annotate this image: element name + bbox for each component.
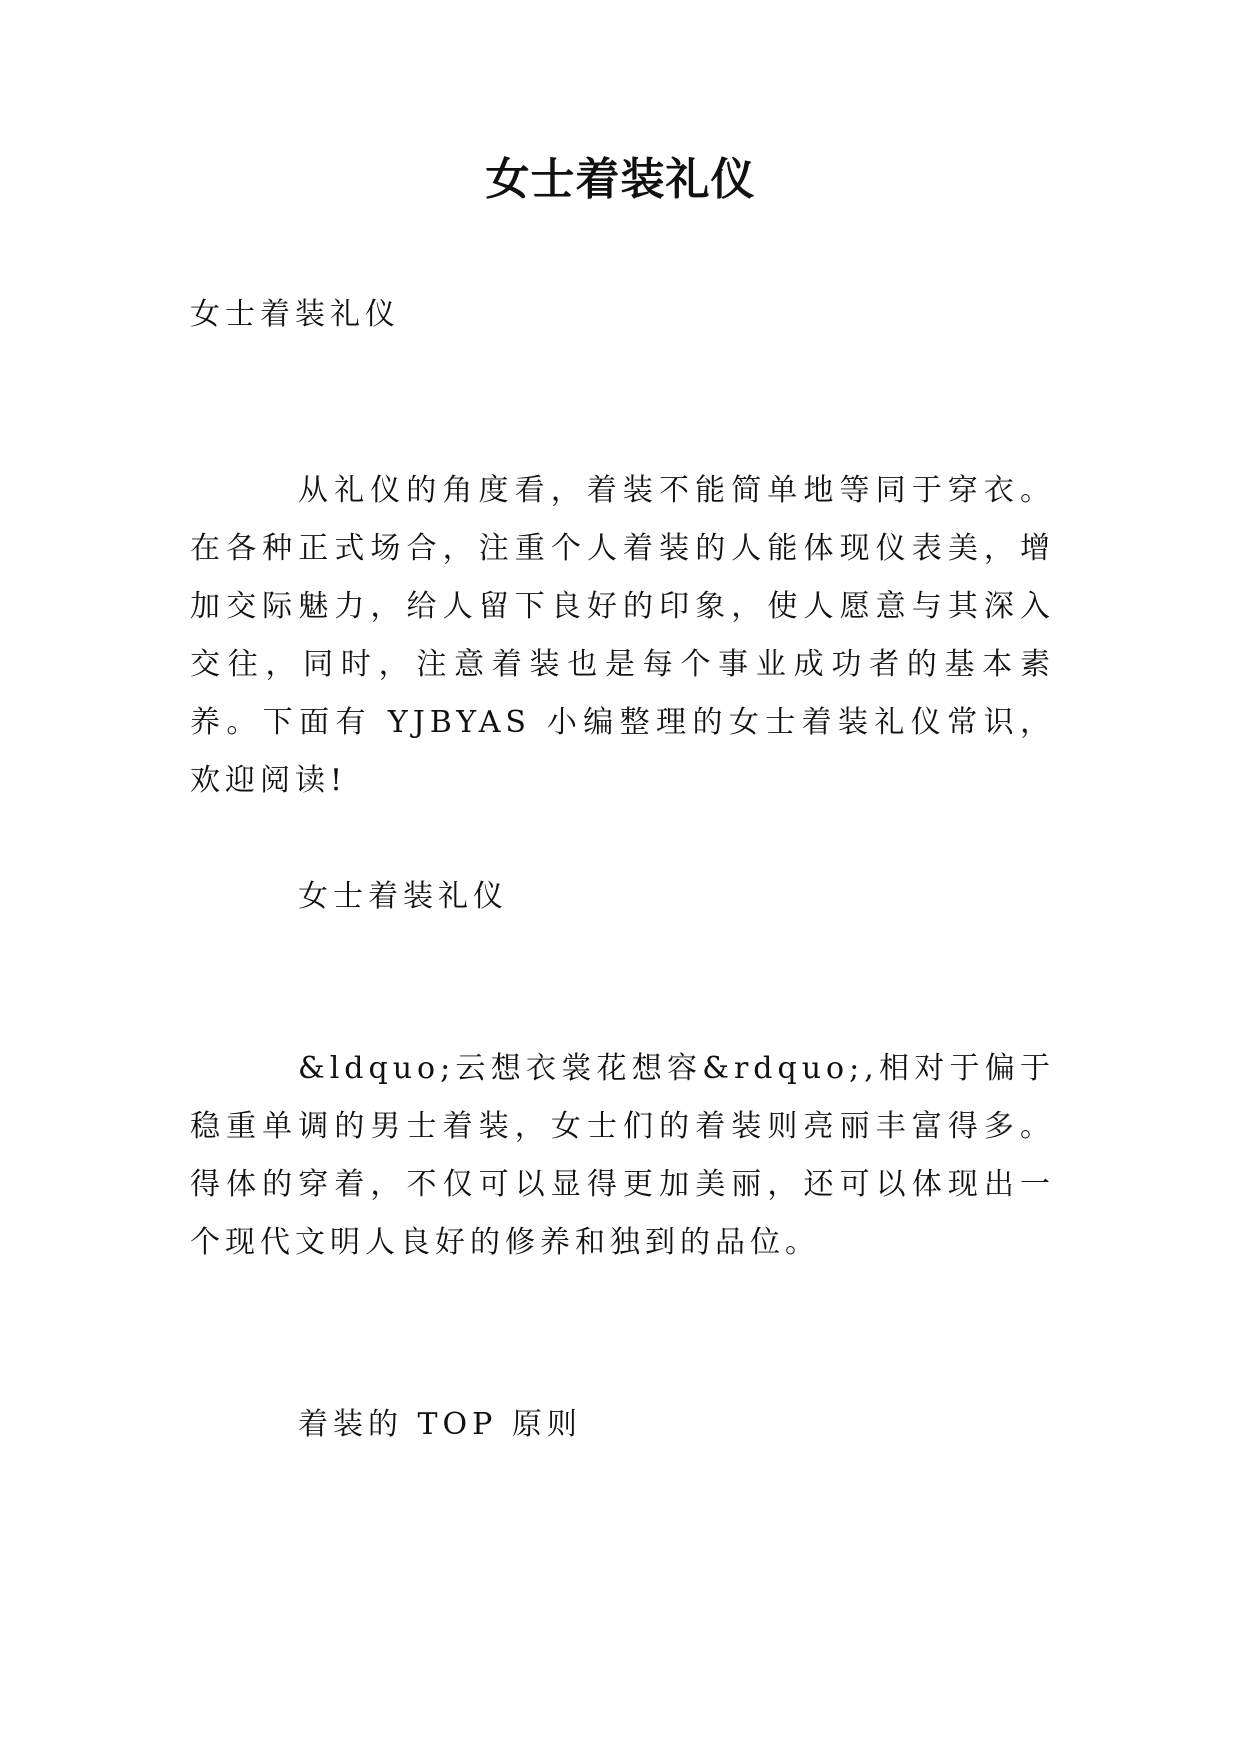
section-heading: 女士着装礼仪: [298, 879, 508, 914]
document-subtitle: 女士着装礼仪: [190, 297, 400, 332]
intro-paragraph: 从礼仪的角度看，着装不能简单地等同于穿衣。在各种正式场合，注重个人着装的人能体现仪表美，增加交际魅力，给人留下良好的印象，使人愿意与其深入交往，同时，注意着装也是每个事业成功者的基本素养。下面有 YJBYAS 小编整理的女士着装礼仪常识，欢迎阅读!: [190, 473, 1055, 798]
body-paragraph: &ldquo;云想衣裳花想容&rdquo;,相对于偏于稳重单调的男士着装，女士们的着装则亮丽丰富得多。得体的穿着，不仅可以显得更加美丽，还可以体现出一个现代文明人良好的修养和独到的品位。: [190, 1051, 1055, 1260]
document-title: 女士着装礼仪: [485, 154, 756, 205]
top-principle-heading: 着装的 TOP 原则: [298, 1407, 582, 1442]
